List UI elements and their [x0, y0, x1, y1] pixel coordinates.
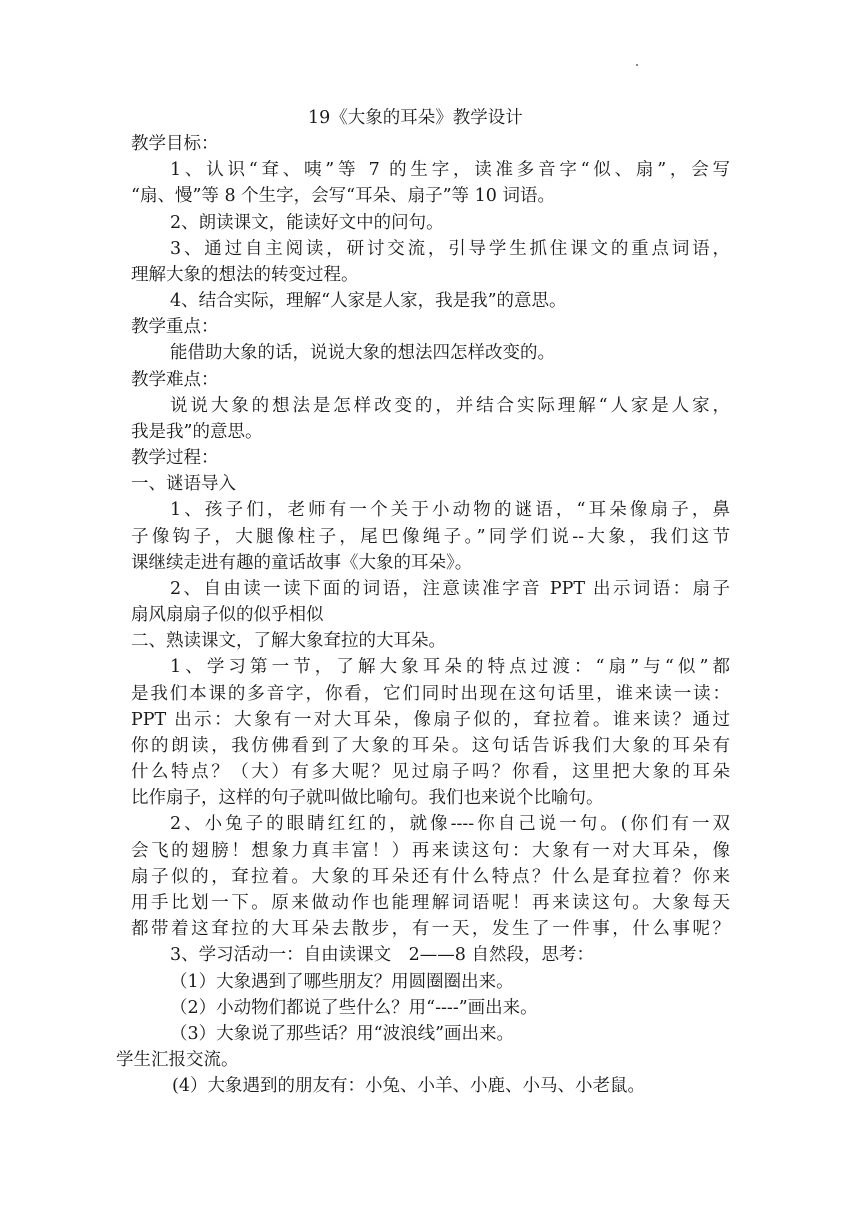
paragraph-line: 能借助大象的话，说说大象的想法四怎样改变的。: [170, 343, 555, 363]
section-heading: 一、谜语导入: [131, 474, 236, 494]
section-heading: 教学难点：: [131, 370, 219, 390]
paragraph-line: （2）小动物们都说了些什么？用“----”画出来。: [170, 998, 538, 1018]
paragraph-line: 都带着这耷拉的大耳朵去散步，有一天，发生了一件事，什么事呢？: [131, 919, 730, 939]
paragraph-line: 扇子似的，耷拉着。大象的耳朵还有什么特点？什么是耷拉着？你来: [131, 867, 730, 887]
section-heading: 教学重点：: [131, 317, 219, 337]
paragraph-line: 是我们本课的多音字，你看，它们同时出现在这句话里，谁来读一读：: [131, 684, 730, 704]
paragraph-line: 扇风扇扇子似的似乎相似: [131, 605, 324, 625]
paragraph-line: 你的朗读，我仿佛看到了大象的耳朵。这句话告诉我们大象的耳朵有: [131, 736, 730, 756]
paragraph-line: 1、认识“耷、咦”等 7 的生字，读准多音字“似、扇”，会写: [170, 160, 730, 180]
paragraph-line: 什么特点？（大）有多大呢？见过扇子吗？你看，这里把大象的耳朵: [131, 762, 730, 782]
paragraph-line: 理解大象的想法的转变过程。: [131, 265, 359, 285]
paragraph-line: 比作扇子，这样的句子就叫做比喻句。我们也来说个比喻句。: [131, 788, 604, 808]
document-title: 19《大象的耳朵》教学设计: [308, 108, 523, 128]
paragraph-line: （3）大象说了那些话？用“波浪线”画出来。: [170, 1024, 515, 1044]
section-heading: 教学过程：: [131, 448, 219, 468]
paragraph-line: （1）大象遇到了哪些朋友？用圆圈圈出来。: [170, 972, 514, 992]
paragraph-line: “扇、慢”等 8 个生字，会写“耳朵、扇子”等 10 词语。: [131, 186, 555, 206]
paragraph-line: 3、学习活动一：自由读课文 2——8 自然段，思考：: [170, 945, 594, 965]
paragraph-line: 会飞的翅膀！想象力真丰富！）再来读这句：大象有一对大耳朵，像: [131, 841, 730, 861]
paragraph-line: 2、小兔子的眼睛红红的，就像----你自己说一句。(你们有一双: [170, 814, 730, 834]
paragraph-line: 2、朗读课文，能读好文中的问句。: [170, 213, 444, 233]
paragraph-line: 学生汇报交流。: [116, 1050, 239, 1070]
paragraph-line: PPT 出示：大象有一对大耳朵，像扇子似的，耷拉着。谁来读？通过: [131, 710, 730, 730]
paragraph-line: 我是我”的意思。: [131, 422, 263, 442]
paragraph-line: 课继续走进有趣的童话故事《大象的耳朵》。: [131, 553, 473, 573]
paragraph-line: 3、通过自主阅读，研讨交流，引导学生抓住课文的重点词语，: [170, 239, 730, 259]
paragraph-line: 4、结合实际，理解“人家是人家，我是我”的意思。: [170, 291, 567, 311]
section-heading: 教学目标：: [131, 134, 219, 154]
section-heading: 二、熟读课文，了解大象耷拉的大耳朵。: [131, 631, 446, 651]
paragraph-line: 2、自由读一读下面的词语，注意读准字音 PPT 出示词语：扇子: [170, 579, 730, 599]
paragraph-line: 用手比划一下。原来做动作也能理解词语呢！再来读这句。大象每天: [131, 893, 730, 913]
paragraph-line: 子像钩子，大腿像柱子，尾巴像绳子。”同学们说--大象，我们这节: [131, 527, 730, 547]
paragraph-line: 1、学习第一节，了解大象耳朵的特点过渡：“扇”与“似”都: [170, 657, 730, 677]
paragraph-line: (4）大象遇到的朋友有：小兔、小羊、小鹿、小马、小老鼠。: [172, 1076, 645, 1096]
paragraph-line: 1、孩子们，老师有一个关于小动物的谜语，“耳朵像扇子，鼻: [170, 500, 730, 520]
paragraph-line: 说说大象的想法是怎样改变的，并结合实际理解“人家是人家，: [170, 396, 730, 416]
page-mark-dot: [636, 64, 638, 66]
